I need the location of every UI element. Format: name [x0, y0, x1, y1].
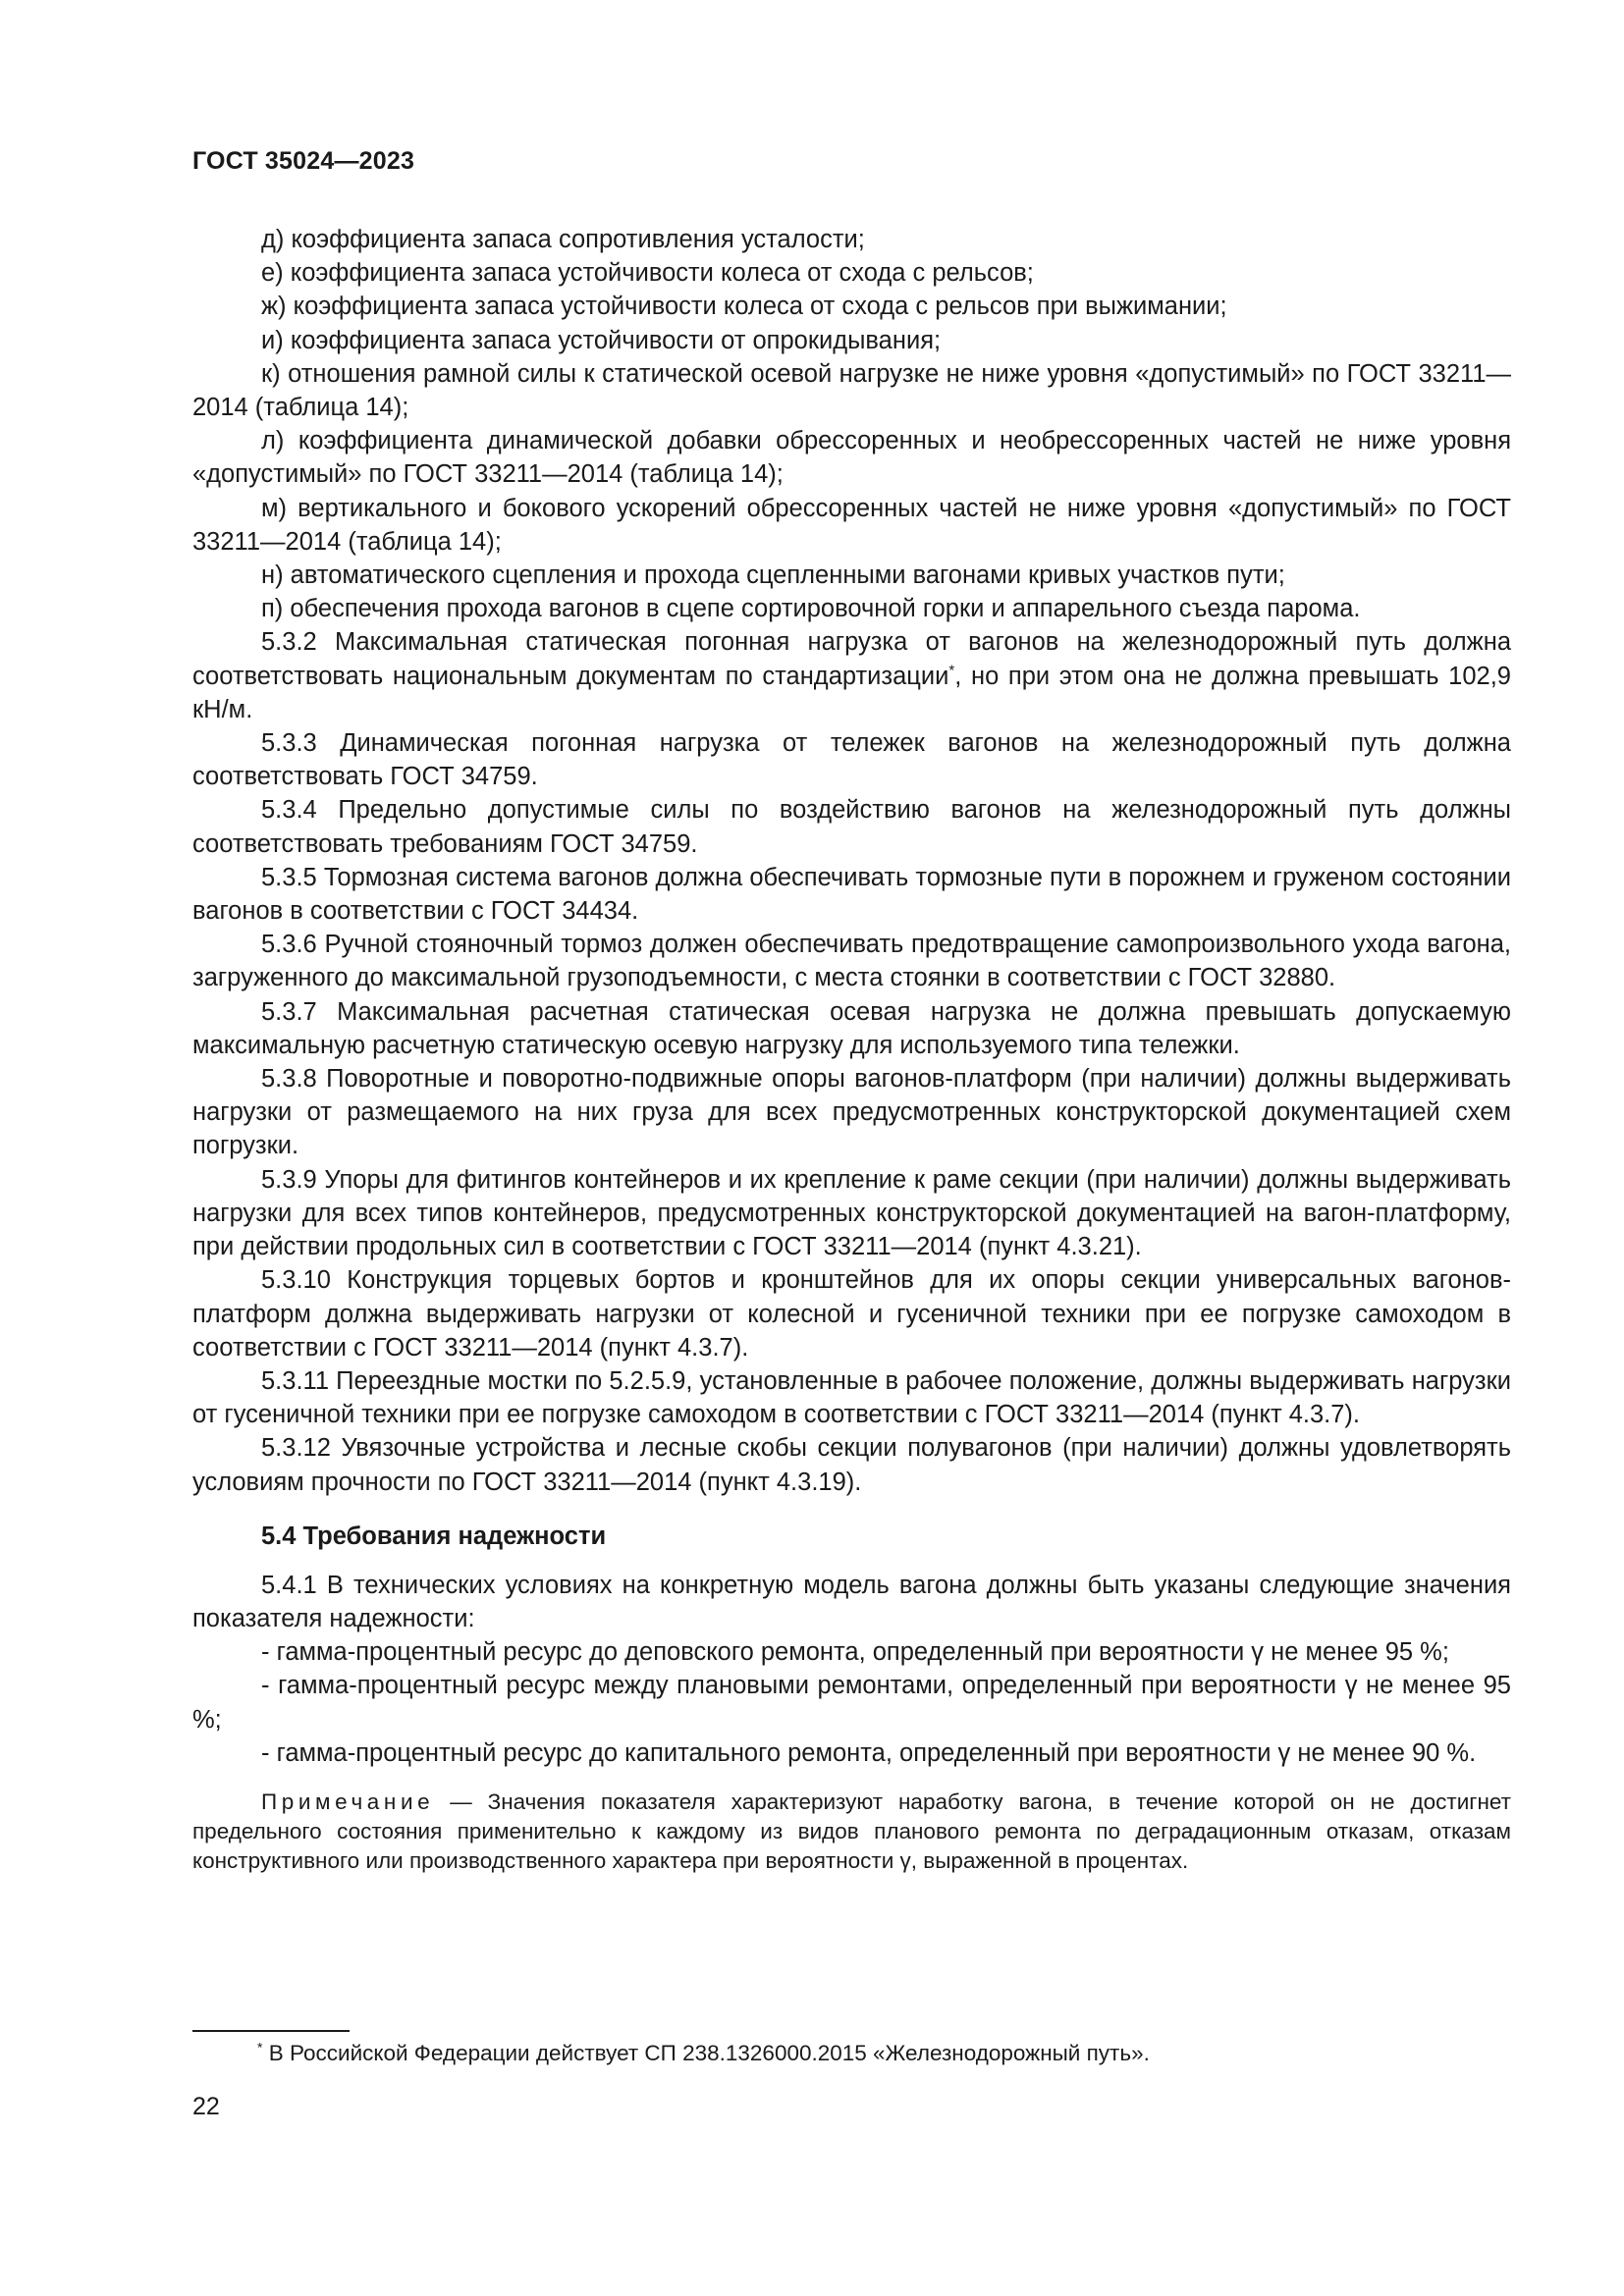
clause-5-3-3: 5.3.3 Динамическая погонная нагрузка от тележек вагонов на железнодорожный путь должна соответствовать ГОСТ 34759. — [192, 729, 1511, 791]
reliability-item-capital-repair: - гамма-процентный ресурс до капитального ремонта, определенный при вероятности γ не менее 90 %. — [261, 1738, 1477, 1767]
list-item-k: к) отношения рамной силы к статической осевой нагрузке не ниже уровня «допустимый» по ГОСТ 33211—2014 (таблица 14); — [192, 359, 1511, 422]
clause-5-3-7: 5.3.7 Максимальная расчетная статическая осевая нагрузка не должна превышать допускаемую максимальную расчетную статическую осевую нагрузку для используемого типа тележки. — [192, 997, 1511, 1059]
list-item-e: е) коэффициента запаса устойчивости колеса от схода с рельсов; — [261, 259, 1034, 288]
clause-5-3-2 — [192, 625, 1511, 726]
clause-5-3-2-text-before: 5.3.2 Максимальная статическая погонная нагрузка от вагонов на железнодорожный путь должна соответствовать национальным документам по стандартизации — [192, 628, 1511, 690]
note-text: — Значения показателя характеризуют наработку вагона, в течение которой он не достигнет предельного состояния применительно к каждому из видов планового ремонта по деградационным отказам, отказам конструктивного или производственного характера при вероятности γ, выраженной в процентах. — [192, 1789, 1511, 1873]
document-header: ГОСТ 35024—2023 — [192, 147, 415, 175]
clause-5-3-12: 5.3.12 Увязочные устройства и лесные скобы секции полувагонов (при наличии) должны удовлетворять условиям прочности по ГОСТ 33211—2014 (пункт 4.3.19). — [192, 1434, 1511, 1496]
clause-5-3-5: 5.3.5 Тормозная система вагонов должна обеспечивать тормозные пути в порожнем и груженом состоянии вагонов в соответствии с ГОСТ 34434. — [192, 863, 1511, 926]
list-item-l: л) коэффициента динамической добавки обрессоренных и необрессоренных частей не ниже уровня «допустимый» по ГОСТ 33211—2014 (таблица 14); — [192, 427, 1511, 489]
note-paragraph — [192, 1788, 1511, 1876]
list-item-i: и) коэффициента запаса устойчивости от опрокидывания; — [261, 326, 942, 354]
list-item-m: м) вертикального и бокового ускорений обрессоренных частей не ниже уровня «допустимый» по ГОСТ 33211—2014 (таблица 14); — [192, 494, 1511, 556]
clause-5-3-8: 5.3.8 Поворотные и поворотно-подвижные опоры вагонов-платформ (при наличии) должны выдерживать нагрузки от размещаемого на них груза для всех предусмотренных конструкторской документацией схем погрузки. — [192, 1065, 1511, 1160]
page-body — [192, 223, 1511, 1876]
list-item-zh: ж) коэффициента запаса устойчивости колеса от схода с рельсов при выжимании; — [261, 293, 1227, 321]
note-label: Примечание — [261, 1789, 435, 1814]
list-item-p: п) обеспечения прохода вагонов в сцепе сортировочной горки и аппарельного съезда парома. — [261, 595, 1361, 623]
clause-5-3-6: 5.3.6 Ручной стояночный тормоз должен обеспечивать предотвращение самопроизвольного ухода вагона, загруженного до максимальной грузоподъемности, с места стоянки в соответствии с ГОСТ 32880. — [192, 931, 1511, 992]
clause-5-4-1: 5.4.1 В технических условиях на конкретную модель вагона должны быть указаны следующие значения показателя надежности: — [192, 1571, 1511, 1632]
reliability-item-planned-repairs: - гамма-процентный ресурс между плановыми ремонтами, определенный при вероятности γ не менее 95 %; — [192, 1672, 1511, 1734]
clause-5-3-2-text-after: , но при этом она не должна превышать 102,9 кН/м. — [192, 662, 1511, 723]
footnote — [257, 2039, 1150, 2068]
list-item-n: н) автоматического сцепления и прохода сцепленными вагонами кривых участков пути; — [261, 561, 1285, 590]
list-item-d: д) коэффициента запаса сопротивления усталости; — [261, 226, 865, 253]
clause-5-3-4: 5.3.4 Предельно допустимые силы по воздействию вагонов на железнодорожный путь должны соответствовать требованиям ГОСТ 34759. — [192, 796, 1511, 858]
footnote-text: В Российской Федерации действует СП 238.1326000.2015 «Железнодорожный путь». — [262, 2041, 1150, 2065]
clause-5-3-9: 5.3.9 Упоры для фитингов контейнеров и их крепление к раме секции (при наличии) должны выдерживать нагрузки для всех типов контейнеров, предусмотренных конструкторской документацией на вагон-платформу, при действии продольных сил в соответствии с ГОСТ 33211—2014 (пункт 4.3.21). — [192, 1165, 1511, 1261]
reliability-item-depot-repair: - гамма-процентный ресурс до деповского ремонта, определенный при вероятности γ не менее 95 %; — [261, 1638, 1449, 1667]
footnote-reference-mark: * — [948, 662, 955, 679]
footnote-divider — [192, 2030, 350, 2032]
section-heading-5-4: 5.4 Требования надежности — [261, 1522, 607, 1550]
page-number: 22 — [192, 2093, 220, 2120]
footnote-mark: * — [257, 2039, 263, 2056]
clause-5-3-11: 5.3.11 Переездные мостки по 5.2.5.9, установленные в рабочее положение, должны выдерживать нагрузки от гусеничной техники при ее погрузке самоходом в соответствии с ГОСТ 33211—2014 (пункт 4.3.7). — [192, 1366, 1511, 1429]
clause-5-3-10: 5.3.10 Конструкция торцевых бортов и кронштейнов для их опоры секции универсальных вагонов-платформ должна выдерживать нагрузки от колесной и гусеничной техники при ее погрузке самоходом в соответствии с ГОСТ 33211—2014 (пункт 4.3.7). — [192, 1266, 1511, 1362]
